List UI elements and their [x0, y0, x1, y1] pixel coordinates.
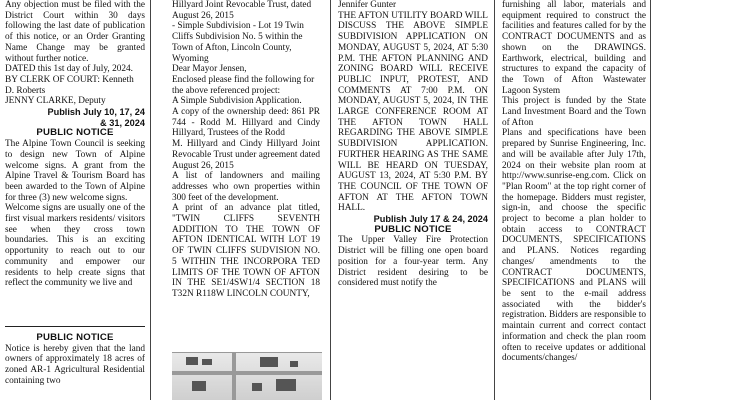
column-5 [656, 0, 732, 400]
contract-scope-text: furnishing all labor, materials and equipment required to construct the facilities and features called for by the CONTRACT DOCUMENTS and as shown on the DRAWINGS. Earthwork, electrical, building and structures to expand the capacity of the Town of Afton Wastewater Lagoon System [502, 0, 646, 96]
hearing-notice-text: THE AFTON UTILITY BOARD WILL DISCUSS THE ABOVE SIMPLE SUBDIVISION APPLICATION ON MONDAY, AUGUST 5, 2024, AT 5:30 P.M. THE AFTON PLANNING AND ZONING BOARD WILL RECEIVE PUBLIC INPUT, PROTEST, AND COMMENTS AT 7:00 P.M. ON MONDAY, AUGUST 5, 2024, IN THE LARGE CONFERENCE ROOM AT THE AFTON TOWN HALL REGARDING THE ABOVE SIMPLE SUBDIVISION APPLICATION. FURTHER HEARING AS THE SAME WILL BE HEARD ON TUESDAY, AUGUST 13, 2024, AT 5:30 P.M. BY THE COUNCIL OF THE TOWN OF AFTON AT THE AFTON TOWN HALL. [338, 10, 488, 214]
publish-dates: Publish July 10, 17, 24 & 31, 2024 [47, 107, 145, 128]
salutation: Dear Mayor Jensen, [172, 64, 247, 75]
trust-line: Hillyard Joint Revocable Trust, dated August 26, 2015 [172, 0, 312, 21]
section-heading: PUBLIC NOTICE [36, 127, 114, 139]
funding-text: This project is funded by the State Land Investment Board and the Town of Afton [502, 96, 646, 128]
deed-line: A copy of the ownership deed: 861 PR 744 - Rodd M. Hillyard and Cindy Hillyard, Trustees of the Rodd [172, 107, 320, 139]
plat-map-image [172, 352, 322, 400]
signature-name: Jennifer Gunter [338, 0, 397, 10]
column-1-lower-notice [5, 326, 145, 400]
column-divider [650, 0, 651, 400]
deputy-line: JENNY CLARKE, Deputy [5, 96, 106, 107]
application-line: A Simple Subdivision Application. [172, 96, 302, 107]
enclosed-line: Enclosed please find the following for the above referenced project: [172, 74, 315, 96]
plans-specs-text: Plans and specifications have been prepared by Sunrise Engineering, Inc. and will be available after July 17th, 2024 on their website plan room at http://www.sunrise-eng.com. Click on "Plan Room" at the top right corner of the homepage. Bidders must register, sign-in, and choose the specific project to become a plan holder to obtain access to CONTRACT DOCUMENTS, SPECIFICATIONS and PLANS. Notices regarding changes/ amendments to the CONTRACT DOCUMENTS, SPECIFICATIONS and PLANS will be sent to the e-mail address associated with the bidder's registration. Bidders are responsible to maintain current and correct contact information and check the plan room often to receive updates or additional documents/changes/ [502, 128, 646, 364]
column-divider [150, 0, 151, 400]
subdivision-line: - Simple Subdivision - Lot 19 Twin Cliffs Subdivision No. 5 within the Town of Afton, Lincoln County, Wyoming [172, 21, 304, 64]
column-4-main-text [502, 0, 646, 400]
by-clerk-line: BY CLERK OF COURT: Kenneth D. Roberts [5, 74, 134, 96]
name-change-objection-text: Any objection must be filed with the District Court within 30 days following the last date of publication of this notice, or an Order Granting Name Change may be granted without further notice. [5, 0, 145, 64]
trust-agreement-line: M. Hillyard and Cindy Hillyard Joint Revocable Trust under agreement dated August 26, 2015 [172, 139, 320, 171]
fire-district-text: The Upper Valley Fire Protection District will be filling one open board position for a four-year term. Any District resident desiring to be considered must notify the [338, 235, 488, 289]
column-divider [330, 0, 331, 400]
landowners-line: A list of landowners and mailing addresses who own properties within 300 feet of the development. [172, 171, 320, 203]
column-2 [172, 0, 320, 350]
section-heading-2: PUBLIC NOTICE [36, 332, 114, 343]
publish-dates: Publish July 17 & 24, 2024 [373, 214, 488, 225]
land-owners-text: Notice is hereby given that the land owners of approximately 18 acres of zoned AR-1 Agricultural Residential containing two [5, 343, 145, 386]
plat-title-line: A print of an advance plat titled, "TWIN CLIFFS SEVENTH ADDITION TO THE TOWN OF AFTON IDENTICAL WITH LOT 19 OF TWIN CLIFFS SUDVISION NO. 5 WITHIN THE INCORPORA TED LIMITS OF THE TOWN OF AFTON IN THE SE1/4SW1/4 SECTION 18 T32N R118W LINCOLN COUNTY, [172, 203, 320, 299]
welcome-signs-text: The Alpine Town Council is seeking to design new Town of Alpine welcome signs. A grant from the Alpine Travel & Tourism Board has been awarded to the Town of Alpine for three (3) new welcome signs. [5, 139, 145, 203]
dated-line: DATED this 1st day of July, 2024. [5, 64, 133, 75]
section-heading: PUBLIC NOTICE [374, 223, 452, 235]
welcome-signs-text-2: Welcome signs are usually one of the first visual markers residents/ visitors see when they cross town boundaries. This is an exciting opportunity to reach out to our community and empower our residents to help create signs that reflect the community we live and [5, 203, 145, 289]
